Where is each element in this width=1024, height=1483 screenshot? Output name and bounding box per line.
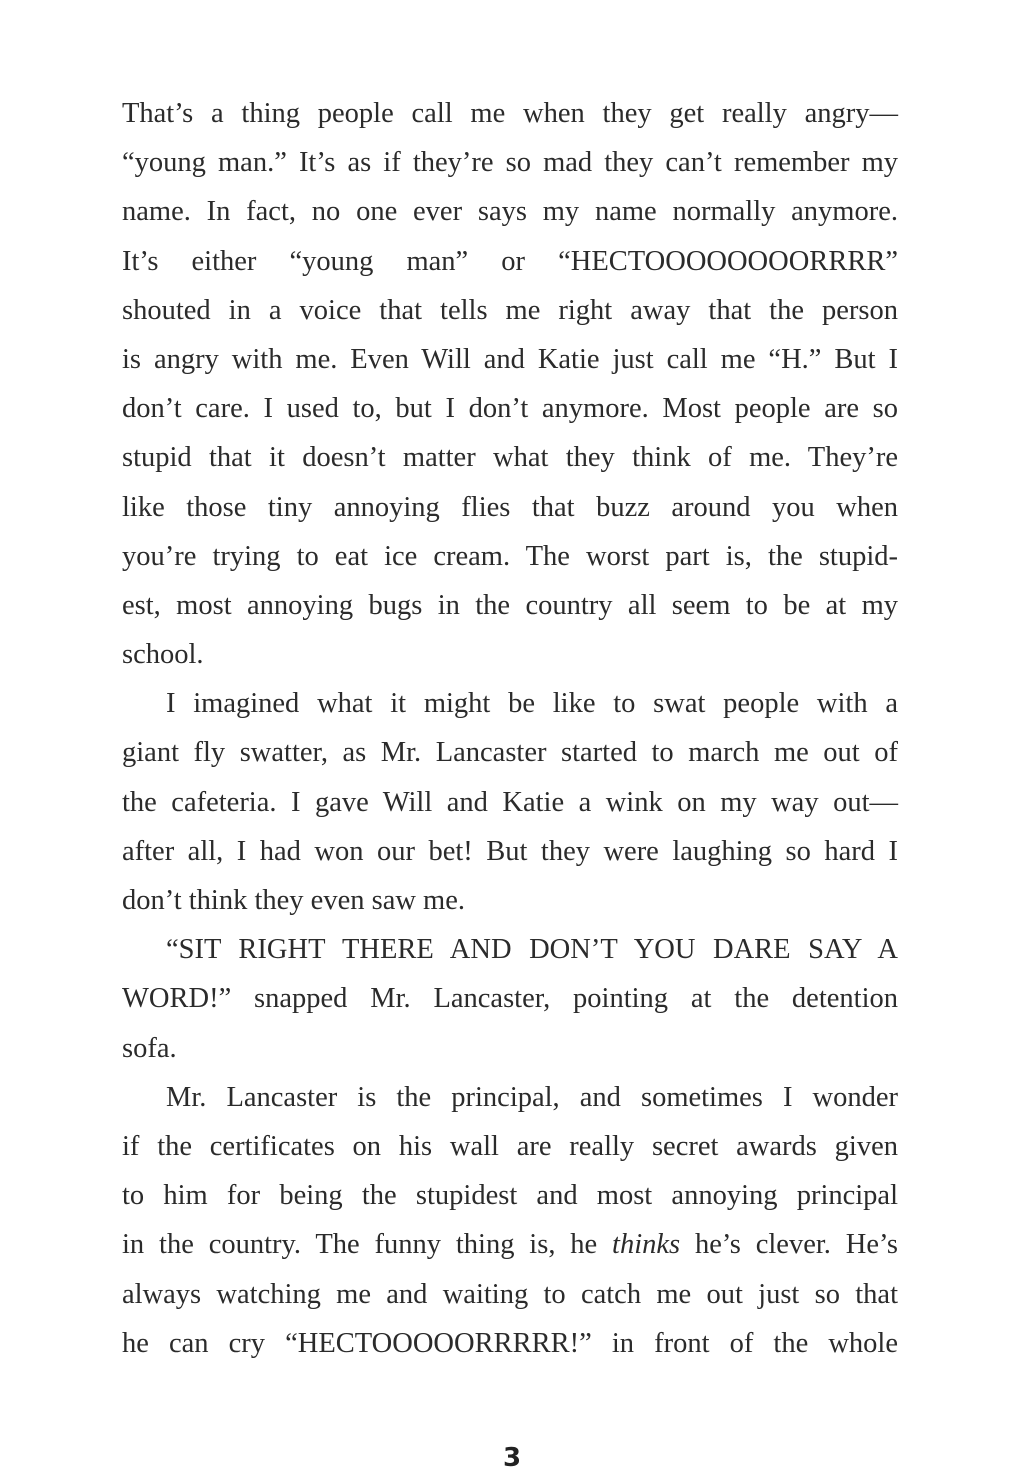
- text-line: WORD!” snapped Mr. Lancaster, pointing at the detention: [122, 983, 898, 1015]
- text-line: “SIT RIGHT THERE AND DON’T YOU DARE SAY A: [166, 934, 898, 966]
- text-line: to him for being the stupidest and most annoying principal: [122, 1180, 898, 1212]
- text-line: you’re trying to eat ice cream. The worst part is, the stupid-: [122, 540, 898, 572]
- text-line: shouted in a voice that tells me right away that the person: [122, 294, 898, 326]
- text-line: Mr. Lancaster is the principal, and sometimes I wonder: [166, 1081, 898, 1113]
- text-line: sofa.: [122, 1032, 177, 1064]
- text-line: don’t think they even saw me.: [122, 885, 465, 916]
- text-line: the cafeteria. I gave Will and Katie a wink on my way out—: [122, 786, 898, 818]
- text-line: [122, 1220, 898, 1269]
- text-line: est, most annoying bugs in the country all seem to be at my: [122, 589, 898, 621]
- text-line: school.: [122, 639, 204, 671]
- page-number: 3: [502, 1443, 522, 1473]
- text-line: after all, I had won our bet! But they were laughing so hard I: [122, 835, 898, 867]
- text-line: I imagined what it might be like to swat people with a: [166, 688, 898, 720]
- text-line: stupid that it doesn’t matter what they think of me. They’re: [122, 442, 898, 474]
- body-text: [122, 89, 898, 1368]
- text-line: It’s either “young man” or “HECTOOOOOOOORRRR”: [122, 245, 898, 277]
- italic-word: thinks: [612, 1229, 681, 1261]
- text-line: if the certificates on his wall are really secret awards given: [122, 1130, 898, 1162]
- text-line: name. In fact, no one ever says my name normally anymore.: [122, 196, 898, 228]
- text-segment: he’s clever. He’s: [680, 1229, 898, 1261]
- text-line: always watching me and waiting to catch me out just so that: [122, 1278, 898, 1310]
- text-line: That’s a thing people call me when they get really angry—: [122, 98, 898, 129]
- text-segment: in the country. The funny thing is, he: [122, 1229, 613, 1261]
- text-line: like those tiny annoying flies that buzz around you when: [122, 491, 898, 523]
- text-line: don’t care. I used to, but I don’t anymore. Most people are so: [122, 393, 898, 425]
- text-line: “young man.” It’s as if they’re so mad they can’t remember my: [122, 147, 898, 179]
- text-line: is angry with me. Even Will and Katie just call me “H.” But I: [122, 343, 898, 375]
- text-line: he can cry “HECTOOOOORRRRR!” in front of the whole: [122, 1327, 898, 1359]
- text-line: giant fly swatter, as Mr. Lancaster started to march me out of: [122, 737, 898, 769]
